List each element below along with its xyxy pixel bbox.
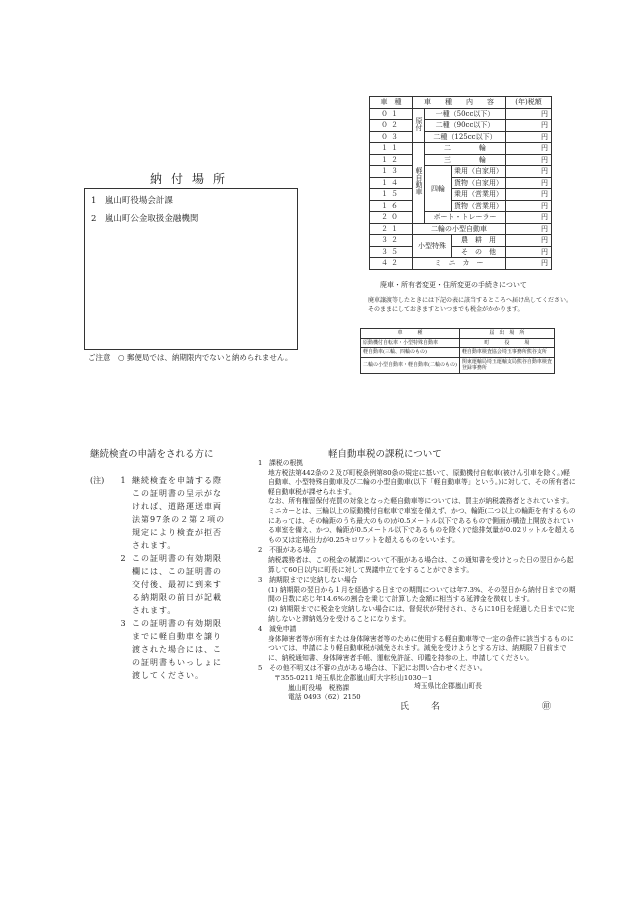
office-head-vehicle: 車 種	[361, 329, 460, 339]
amount-cell: 円	[506, 120, 552, 132]
desc-cell: ミ ニ カ ー	[413, 258, 506, 270]
desc-cell: 二種（90cc以下）	[425, 120, 506, 132]
office-place: 町 役 場	[459, 338, 554, 348]
note-text: 継続検査を申請する際この証明書の呈示がなければ、道路運送車両法第97条の２第２項の規定により検査が拒否されます。	[132, 476, 226, 550]
code-cell: ０２	[370, 120, 413, 132]
amount-cell: 円	[506, 212, 552, 224]
office-place: 軽自動車検査協会埼玉事務所熊谷支所	[459, 348, 554, 358]
header-amount: (年)税額	[506, 97, 552, 109]
amount-cell: 円	[506, 131, 552, 143]
desc-cell: 農 耕 用	[452, 235, 506, 247]
issuer-name: 埼玉県比企郡嵐山町長	[414, 682, 482, 690]
table-row	[370, 131, 552, 143]
section-body	[258, 556, 576, 575]
table-row	[370, 177, 552, 189]
desc-cell: 二 輪	[425, 143, 506, 155]
section-paragraph: なお、所有権留保付売買の対象となった軽自動車等については、買主が納税義務者とされています。	[268, 497, 574, 506]
note-number: 3	[120, 619, 126, 628]
header-content: 車 種 内 容	[413, 97, 506, 109]
contact-phone: 電話 0493（62）2150	[288, 693, 361, 702]
contact-office: 嵐山町役場 税務課	[288, 683, 350, 692]
table-row	[370, 166, 552, 178]
amount-cell: 円	[506, 258, 552, 270]
office-head-place: 届 出 場 所	[459, 329, 554, 339]
section-paragraph: 地方税法第442条の２及び町税条例第80条の規定に基いて、原動機付自転車(被けん引車を除く。)軽自動車、小型特殊自動車及び二輪の小型自動車(以下「軽自動車等」という。)に対して、その所有者に軽自動車税が課せられます。	[268, 468, 576, 496]
desc-cell: 貨物（自家用）	[452, 177, 506, 189]
amount-cell: 円	[506, 223, 552, 235]
tax-rate-table	[369, 96, 552, 270]
table-row	[370, 258, 552, 270]
payment-place-1: 1 嵐山町役場会計課	[91, 196, 173, 206]
seal-mark: ㊞	[542, 702, 552, 712]
section-paragraph: ミニカーとは、三輪以上の原動機付自転車で車室を備えず、かつ、輪距(二つ以上の輪距を有するものにあっては、その輪距のうち最大のもの)が0.5メートル以下であるもので側面が構造上開放されている車室を備え、かつ、輪距が0.5メートル以下であるものを除く)で総排気量が0.02リットルを超えるもの又は定格出力が0.25キロワットを超えるものをいいます。	[268, 506, 576, 544]
code-cell: ２１	[370, 223, 413, 235]
table-row	[370, 143, 552, 155]
section-title: 5 その他不明又は不審の点がある場合は、下記にお問い合わせください。	[258, 664, 487, 673]
procedure-heading: 廃車・所有者変更・住所変更の手続きについて	[380, 281, 527, 289]
section-title: 4 減免申請	[258, 625, 297, 634]
group-label: 軽自動車	[415, 167, 423, 196]
table-row	[370, 246, 552, 258]
code-cell: １４	[370, 177, 413, 189]
table-row	[370, 212, 552, 224]
table-row	[370, 108, 552, 120]
office-table-header	[361, 329, 555, 339]
payment-place-2: 2 嵐山町公金取扱金融機関	[91, 214, 199, 224]
section-body	[258, 635, 576, 664]
desc-cell: 二種（125cc以下）	[425, 131, 506, 143]
table-row	[370, 189, 552, 201]
amount-cell: 円	[506, 246, 552, 258]
code-cell: ３２	[370, 235, 413, 247]
signature-label: 氏名	[400, 702, 463, 712]
desc-cell: そ の 他	[452, 246, 506, 258]
desc-cell: 一種（50cc以下）	[425, 108, 506, 120]
office-table	[360, 328, 555, 374]
office-row	[361, 338, 555, 348]
office-vehicle: 二輪の小型自動車・軽自動車(二輪のもの)	[361, 357, 460, 373]
section-title: 3 納期限までに完納しない場合	[258, 576, 358, 585]
code-cell: １２	[370, 154, 413, 166]
note-label: (注)	[90, 476, 105, 485]
table-row	[370, 154, 552, 166]
section-body	[258, 586, 576, 624]
group-label: 原付	[415, 116, 423, 131]
code-cell: ２０	[370, 212, 413, 224]
office-place: 関東運輸局埼玉運輸支局熊谷自動車検査登録事務所	[459, 357, 554, 373]
payment-places-box	[84, 188, 298, 350]
note-number: 2	[120, 554, 126, 563]
section-paragraph: 身体障害者等が所有または身体障害者等のために使用する軽自動車等で一定の条件に該当するものについては、申請により軽自動車税が減免されます。減免を受けようとする方は、納期限７日前までに、納税通知書、身体障害者手帳、運転免許証、印鑑を持参の上、申請してください。	[268, 634, 574, 662]
note-text: この証明書の有効期限欄には、この証明書の交付後、最初に到来する納期限の前日が記載されます。	[132, 554, 222, 615]
group-gentsuki	[413, 108, 425, 143]
code-cell: １６	[370, 200, 413, 212]
amount-cell: 円	[506, 177, 552, 189]
amount-cell: 円	[506, 189, 552, 201]
signature-row	[400, 699, 551, 712]
inspection-note-2	[90, 552, 230, 617]
section-title: 2 不服がある場合	[258, 546, 317, 555]
payment-title: 納付場所	[150, 172, 235, 186]
section-body	[258, 469, 576, 546]
code-cell: ０１	[370, 108, 413, 120]
desc-cell: ボート・トレーラー	[425, 212, 506, 224]
section-title: 1 課税の根拠	[258, 459, 304, 467]
contact-address: 〒355-0211 埼玉県比企郡嵐山町大字杉山1030－1	[274, 674, 433, 683]
tax-info-heading: 軽自動車税の課税について	[328, 449, 442, 460]
code-cell: ４２	[370, 258, 413, 270]
section-paragraph: 納税義務者は、この税金の賦課について不服がある場合は、この通知書を受けとった日の翌日から起算して60日以内に町長に対して異議申立てをすることができます。	[268, 555, 574, 574]
inspection-note-1	[90, 474, 230, 552]
amount-cell: 円	[506, 108, 552, 120]
section-paragraph: (1) 納期限の翌日から１月を経過する日までの期間については年7.3%、その翌日から納付日までの期間の日数に応じ年14.6%の割合を乗じて計算した金額に相当する延滞金を徴収します。	[268, 585, 576, 604]
code-cell: １３	[370, 166, 413, 178]
office-row	[361, 357, 555, 373]
section-paragraph: (2) 納期限までに税金を完納しない場合には、督促状が発付され、さらに10日を経過した日までに完納しないと滞納処分を受けることになります。	[268, 604, 575, 623]
inspection-notes	[90, 474, 230, 682]
code-cell: ０３	[370, 131, 413, 143]
office-vehicle: 原動機付自転車・小型特殊自動車	[361, 338, 460, 348]
group-kogata: 小型特殊	[413, 235, 452, 258]
note-text: この証明書の有効期限までに軽自動車を譲り渡された場合には、この証明書もいっしょに渡してください。	[132, 619, 222, 680]
note-number: 1	[120, 476, 126, 485]
payment-note: ご注意 ○ 郵便局では、納期限内でないと納められません。	[88, 353, 293, 362]
desc-cell: 乗用（営業用）	[452, 189, 506, 201]
procedure-note: 廃車譲渡等したときには下記の表に該当するところへ届け出してください。そのままにしておきますといつまでも税金がかかります。	[368, 297, 573, 313]
amount-cell: 円	[506, 166, 552, 178]
inspection-note-3	[90, 617, 230, 682]
amount-cell: 円	[506, 143, 552, 155]
code-cell: １５	[370, 189, 413, 201]
amount-cell: 円	[506, 235, 552, 247]
group-yonrin: 四輪	[425, 166, 452, 212]
group-kei	[413, 143, 425, 224]
table-row	[370, 200, 552, 212]
desc-cell: 貨物（営業用）	[452, 200, 506, 212]
amount-cell: 円	[506, 200, 552, 212]
code-cell: １１	[370, 143, 413, 155]
table-row	[370, 120, 552, 132]
office-row	[361, 348, 555, 358]
header-vehicle-type: 車 種	[370, 97, 413, 109]
table-row	[370, 223, 552, 235]
desc-cell: 乗用（自家用）	[452, 166, 506, 178]
table-row	[370, 235, 552, 247]
code-cell: ３５	[370, 246, 413, 258]
office-vehicle: 軽自動車(三輪、四輪のもの)	[361, 348, 460, 358]
tax-info-sections	[258, 458, 576, 703]
desc-cell: 二輪の小型自動車	[413, 223, 506, 235]
desc-cell: 三 輪	[425, 154, 506, 166]
amount-cell: 円	[506, 154, 552, 166]
inspection-heading: 継続検査の申請をされる方に	[90, 449, 214, 460]
table-header-row	[370, 97, 552, 109]
